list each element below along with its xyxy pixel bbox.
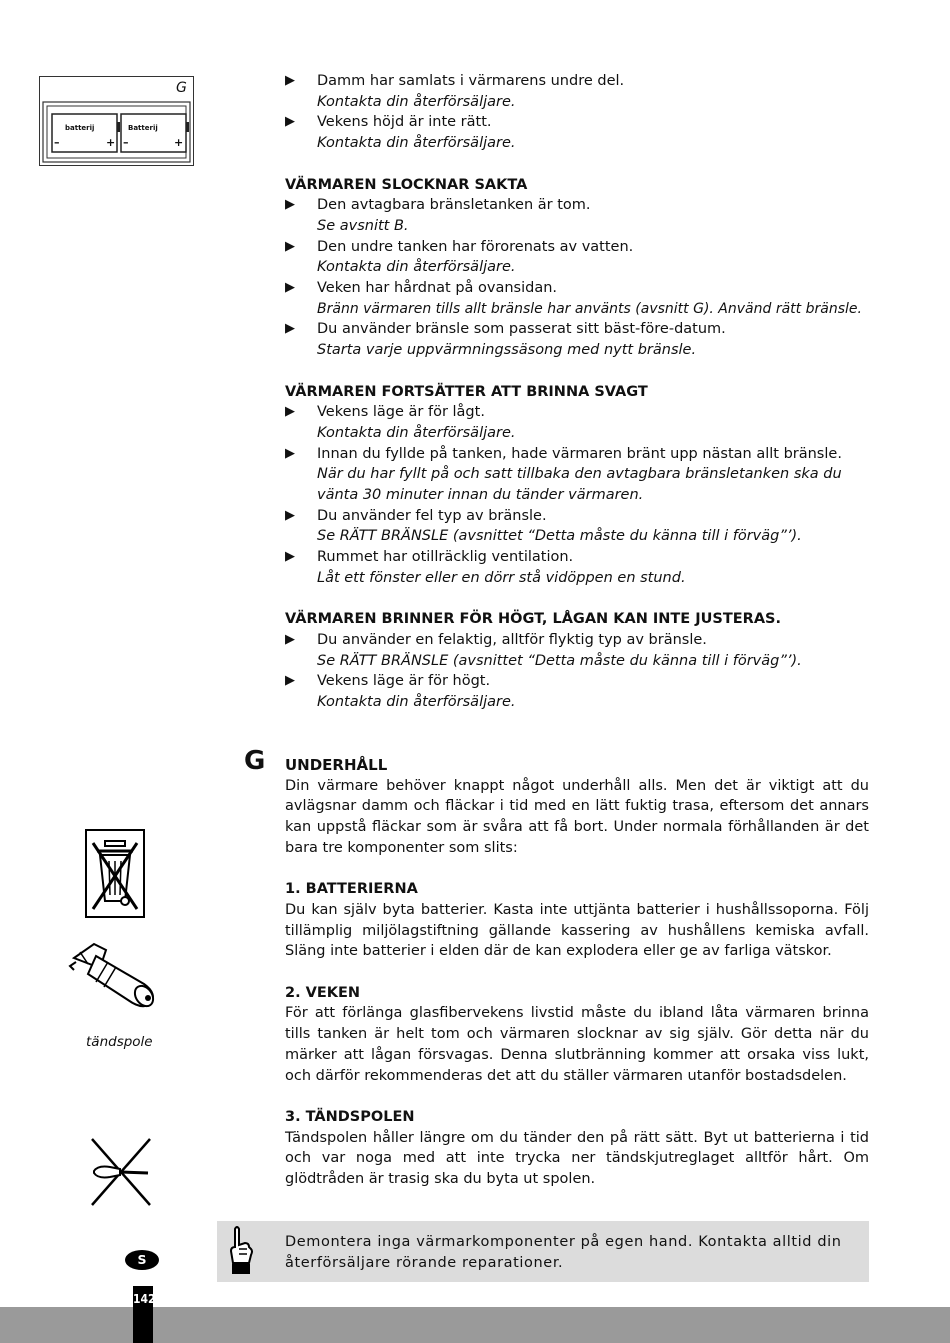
list-item [285, 402, 869, 443]
item-note: Se RÄTT BRÄNSLE (avsnittet “Detta måste du känna till i förväg”’). [317, 652, 802, 669]
ignition-caption: tändspole [86, 1034, 153, 1050]
item-text: Den avtagbara bränsletanken är tom. [317, 197, 591, 214]
language-badge: S [125, 1250, 159, 1270]
figure-label: G [176, 80, 187, 96]
list-item [285, 506, 869, 547]
section-heading: VÄRMAREN SLOCKNAR SAKTA [285, 176, 528, 193]
item-note: Kontakta din återförsäljare. [317, 424, 516, 441]
section-heading: VÄRMAREN BRINNER FÖR HÖGT, LÅGAN KAN INTE JUSTERAS. [285, 611, 781, 628]
section-letter: G [244, 746, 266, 776]
item-note: Kontakta din återförsäljare. [317, 259, 516, 276]
battery-cell-label: batterij [65, 124, 95, 132]
paragraph: Tändspolen håller längre om du tänder den på rätt sätt. Byt ut batterierna i tid och var noga med att inte trycka ner tändskjutreglaget alltför hårt. Om glödtråden är trasig ska du byta ut spolen. [285, 1129, 869, 1188]
warning-text: Demontera inga värmarkomponenter på egen hand. Kontakta alltid din återförsäljare rörande reparationer. [285, 1234, 842, 1271]
item-note: Se avsnitt B. [317, 217, 409, 234]
section-title: UNDERHÅLL [285, 756, 388, 774]
item-text: Innan du fyllde på tanken, hade värmaren bränt upp nästan allt bränsle. [317, 445, 842, 462]
arrow-icon: ▶ [285, 114, 295, 130]
warning-box [217, 1221, 869, 1282]
item-note: Kontakta din återförsäljare. [317, 135, 516, 152]
item-text: Den undre tanken har förorenats av vatten. [317, 238, 634, 255]
troubleshooting-list [285, 71, 869, 713]
arrow-icon: ▶ [285, 238, 295, 254]
battery-minus-sign: – [123, 136, 129, 149]
paragraph: För att förlänga glasfibervekens livstid måste du ibland låta värmaren brinna tills tanken är helt tom och värmaren slocknar av sig själv. Gör detta när du märker att lågan försvagas. Denna slutbränning kommer att orsaka viss lukt, och därför rekommenderas det att du ställer värmaren utanför bostadsdelen. [285, 1005, 869, 1084]
list-item [285, 547, 869, 588]
battery-minus-sign: – [54, 136, 60, 149]
item-text: Vekens läge är för högt. [317, 673, 491, 690]
list-item [285, 71, 869, 112]
battery-cell-label: Batterij [128, 124, 158, 132]
item-text: Du använder bränsle som passerat sitt bäst-före-datum. [317, 321, 726, 338]
item-note: När du har fyllt på och satt tillbaka den avtagbara bränsletanken ska du vänta 30 minuter innan du tänder värmaren. [317, 466, 842, 504]
item-text: Rummet har otillräcklig ventilation. [317, 549, 574, 566]
item-note: Kontakta din återförsäljare. [317, 93, 516, 110]
arrow-icon: ▶ [285, 549, 295, 565]
arrow-icon: ▶ [285, 404, 295, 420]
arrow-icon: ▶ [285, 280, 295, 296]
item-text: Du använder fel typ av bränsle. [317, 507, 547, 524]
arrow-icon: ▶ [285, 321, 295, 337]
intro-paragraph: Din värmare behöver knappt något underhåll alls. Men det är viktigt att du avlägsnar damm och fläckar i tid med en lätt fuktig trasa, eftersom det annars kan uppstå fläckar som är svåra att få bort. Under normala förhållanden är det bara tre komponenter som slits: [285, 777, 869, 856]
arrow-icon: ▶ [285, 73, 295, 88]
arrow-icon: ▶ [285, 197, 295, 213]
item-note: Se RÄTT BRÄNSLE (avsnittet “Detta måste du känna till i förväg”’). [317, 528, 802, 545]
pointing-hand-icon [225, 1225, 255, 1277]
item-note: Låt ett fönster eller en dörr stå vidöppen en stund. [317, 569, 686, 586]
list-item [285, 671, 869, 712]
page-tab [133, 1286, 156, 1343]
list-item [285, 195, 869, 236]
battery-figure [39, 76, 194, 166]
item-note: Starta varje uppvärmningssäsong med nytt bränsle. [317, 342, 697, 359]
battery-plus-sign: + [106, 136, 116, 149]
arrow-icon: ▶ [285, 507, 295, 523]
item-text: Vekens höjd är inte rätt. [317, 114, 492, 131]
item-text: Damm har samlats i värmarens undre del. [317, 73, 625, 89]
list-item [285, 630, 869, 671]
list-item [285, 237, 869, 278]
list-item [285, 278, 869, 319]
arrow-icon: ▶ [285, 445, 295, 461]
ignition-coil-icon [66, 938, 166, 1010]
page-number: 142 [133, 1292, 156, 1306]
subheading: 1. BATTERIERNA [285, 881, 418, 898]
item-note: Bränn värmaren tills allt bränsle har använts (avsnitt G). Använd rätt bränsle. [317, 300, 862, 317]
subheading: 2. VEKEN [285, 984, 361, 1001]
item-text: Du använder en felaktig, alltför flyktig typ av bränsle. [317, 631, 707, 648]
battery-plus-sign: + [174, 136, 184, 149]
item-text: Veken har hårdnat på ovansidan. [317, 280, 558, 297]
maintenance-section [285, 755, 869, 1190]
list-item [285, 112, 869, 153]
section-heading: VÄRMAREN FORTSÄTTER ATT BRINNA SVAGT [285, 383, 648, 400]
subheading: 3. TÄNDSPOLEN [285, 1108, 415, 1125]
paragraph: Du kan själv byta batterier. Kasta inte uttjänta batterier i hushållssoporna. Följ tillämplig miljölagstiftning gällande kassering av hushållens kemiska avfall. Släng inte batterier i elden där de kan explodera eller ge av farliga vätskor. [285, 901, 869, 960]
arrow-icon: ▶ [285, 673, 295, 689]
item-text: Vekens läge är för lågt. [317, 404, 485, 421]
list-item [285, 444, 869, 506]
crossed-bin-icon [85, 829, 145, 918]
list-item [285, 319, 869, 360]
no-screwdriver-icon [88, 1137, 154, 1207]
arrow-icon: ▶ [285, 631, 295, 647]
item-note: Kontakta din återförsäljare. [317, 694, 516, 711]
